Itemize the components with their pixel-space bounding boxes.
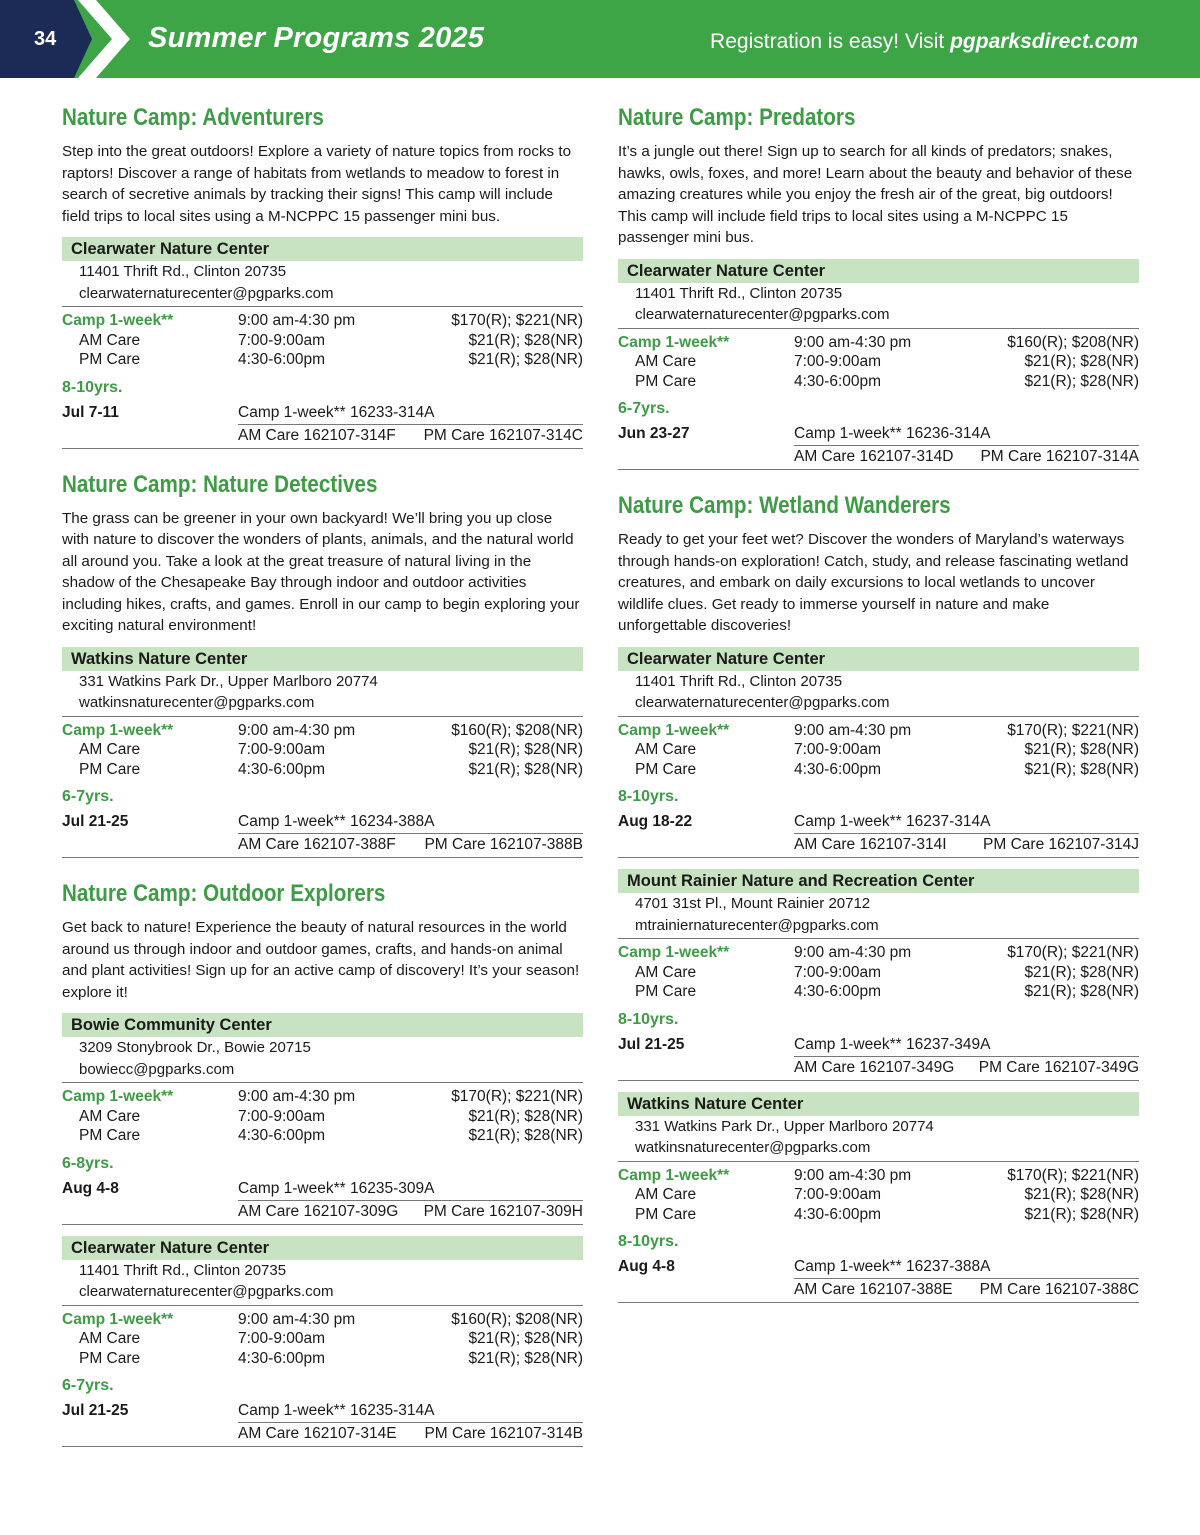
pm-care-row — [62, 350, 583, 370]
camp-label: Camp 1-week** — [62, 1310, 174, 1328]
pm-care-fee: $21(R); $28(NR) — [468, 760, 583, 778]
pm-care-fee: $21(R); $28(NR) — [468, 1127, 583, 1144]
camp-row — [618, 1166, 1139, 1186]
camp-row — [62, 1087, 583, 1107]
location-name: Clearwater Nature Center — [62, 1236, 583, 1260]
am-care-fee: $21(R); $28(NR) — [1024, 353, 1139, 370]
pm-care-time: 4:30-6:00pm — [238, 1349, 326, 1367]
camp-fee: $160(R); $208(NR) — [451, 721, 583, 739]
session-date: Aug 4-8 — [62, 1179, 119, 1197]
location-block — [618, 1092, 1139, 1304]
pm-care-fee: $21(R); $28(NR) — [1024, 760, 1139, 778]
age-range: 6-8yrs. — [62, 1154, 114, 1172]
location-name: Clearwater Nature Center — [618, 259, 1139, 283]
camp-course-code: Camp 1-week** 16235-309A — [238, 1179, 435, 1197]
program-description: Get back to nature! Experience the beauty of natural resources in the world around us through indoor and outdoor games, crafts, and hands-on animal and plant activities! Sign up for an active camp of discovery! It’s your season! explore it! — [62, 919, 580, 1001]
location-name: Clearwater Nature Center — [62, 237, 583, 261]
program-title: Nature Camp: Nature Detectives — [62, 470, 378, 498]
divider — [618, 857, 1139, 858]
program-section — [62, 469, 583, 859]
location-block — [62, 1013, 583, 1225]
age-range: 6-7yrs. — [618, 400, 670, 417]
program-description: Ready to get your feet wet? Discover the wonders of Maryland’s waterways through hands-on exploration! Catch, study, and release fascinating wetland creatures, and embark on daily excursions to local wetlands to uncover wildlife clues. Get ready to immerse yourself in nature and make unforgettable discoveries! — [618, 531, 1129, 634]
location-email[interactable]: mtrainiernaturecenter@pgparks.com — [635, 916, 879, 934]
am-care-code: AM Care 162107-309G — [238, 1202, 399, 1220]
program-title: Nature Camp: Predators — [618, 104, 856, 131]
care-codes-row — [794, 1278, 1139, 1301]
pm-care-code: PM Care 162107-349G — [978, 1058, 1139, 1076]
divider — [618, 328, 1139, 329]
schedule-row — [62, 811, 583, 833]
location-block — [618, 259, 1139, 471]
location-email[interactable]: clearwaternaturecenter@pgparks.com — [635, 306, 890, 323]
am-care-time: 7:00-9:00am — [238, 741, 326, 758]
am-care-row — [618, 963, 1139, 983]
location-name: Mount Rainier Nature and Recreation Center — [618, 869, 1139, 893]
pm-care-label: PM Care — [79, 1349, 141, 1367]
camp-course-code: Camp 1-week** 16234-388A — [238, 813, 435, 830]
program-title: Nature Camp: Wetland Wanderers — [618, 492, 951, 519]
divider — [618, 716, 1139, 717]
page-title: Summer Programs 2025 — [148, 22, 485, 54]
age-range: 8-10yrs. — [618, 1233, 679, 1250]
session-date: Aug 4-8 — [618, 1258, 675, 1275]
pm-care-row — [62, 760, 583, 780]
pm-care-fee: $21(R); $28(NR) — [468, 1349, 583, 1367]
camp-row — [62, 721, 583, 741]
divider — [618, 1161, 1139, 1162]
camp-fee: $170(R); $221(NR) — [451, 312, 583, 329]
am-care-row — [62, 740, 583, 760]
camp-label: Camp 1-week** — [618, 721, 730, 739]
care-codes-row — [794, 1056, 1139, 1079]
camp-row — [618, 333, 1139, 353]
page-number: 34 — [34, 28, 57, 50]
pm-care-code: PM Care 162107-388C — [979, 1281, 1139, 1298]
divider — [62, 1446, 583, 1447]
am-care-code: AM Care 162107-314I — [794, 836, 947, 853]
camp-label: Camp 1-week** — [62, 1088, 174, 1105]
am-care-fee: $21(R); $28(NR) — [468, 1107, 583, 1125]
care-codes-row — [794, 445, 1139, 468]
program-title: Nature Camp: Outdoor Explorers — [62, 880, 386, 907]
program-description: It’s a jungle out there! Sign up to search for all kinds of predators; snakes, hawks, owls, foxes, and more! Learn about the beauty and behavior of these amazing creatures while you enjoy the fresh air of the great, big outdoors! This camp will include field trips to local sites using a M-NCPPC 15 passenger mini bus. — [618, 143, 1133, 246]
pm-care-time: 4:30-6:00pm — [794, 760, 882, 778]
location-block — [62, 237, 583, 449]
session-date: Jul 21-25 — [62, 1402, 129, 1419]
pm-care-fee: $21(R); $28(NR) — [1024, 372, 1139, 390]
pm-care-code: PM Care 162107-309H — [423, 1202, 583, 1220]
pm-care-label: PM Care — [635, 983, 697, 1000]
location-name: Watkins Nature Center — [618, 1092, 1139, 1116]
divider — [62, 1224, 583, 1225]
age-range: 8-10yrs. — [618, 1010, 679, 1028]
location-address: 11401 Thrift Rd., Clinton 20735 — [79, 263, 287, 280]
location-address: 11401 Thrift Rd., Clinton 20735 — [635, 284, 843, 302]
schedule-row — [618, 1256, 1139, 1278]
divider — [62, 857, 583, 858]
camp-course-code: Camp 1-week** 16237-388A — [794, 1258, 991, 1275]
am-care-row — [62, 331, 583, 351]
am-care-label: AM Care — [79, 1107, 141, 1125]
schedule-row — [618, 1034, 1139, 1056]
pm-care-time: 4:30-6:00pm — [794, 1205, 882, 1223]
pm-care-label: PM Care — [635, 760, 697, 778]
divider — [62, 716, 583, 717]
am-care-fee: $21(R); $28(NR) — [468, 331, 583, 349]
program-section — [62, 878, 583, 1447]
location-address: 4701 31st Pl., Mount Rainier 20712 — [635, 895, 871, 912]
pm-care-time: 4:30-6:00pm — [238, 351, 326, 368]
am-care-label: AM Care — [635, 353, 697, 370]
am-care-label: AM Care — [635, 741, 697, 758]
location-block — [62, 1236, 583, 1448]
am-care-row — [618, 1185, 1139, 1205]
registration-link[interactable]: pgparksdirect.com — [950, 30, 1138, 53]
pm-care-label: PM Care — [79, 1127, 141, 1144]
camp-course-code: Camp 1-week** 16237-314A — [794, 813, 991, 830]
camp-time: 9:00 am-4:30 pm — [794, 1166, 912, 1184]
divider — [618, 938, 1139, 939]
age-range: 6-7yrs. — [62, 788, 114, 805]
schedule-row — [62, 1400, 583, 1422]
pm-care-row — [618, 982, 1139, 1002]
am-care-time: 7:00-9:00am — [794, 963, 882, 981]
program-section — [62, 102, 583, 449]
camp-course-code: Camp 1-week** 16237-349A — [794, 1035, 991, 1053]
pm-care-code: PM Care 162107-388B — [424, 836, 583, 853]
location-email[interactable]: watkinsnaturecenter@pgparks.com — [79, 694, 315, 711]
pm-care-code: PM Care 162107-314J — [983, 836, 1139, 853]
care-codes-row — [238, 1200, 583, 1223]
pm-care-code: PM Care 162107-314C — [423, 426, 583, 444]
am-care-code: AM Care 162107-314E — [238, 1425, 397, 1442]
camp-fee: $170(R); $221(NR) — [1007, 1166, 1139, 1184]
session-date: Jul 7-11 — [62, 403, 119, 421]
camp-row — [618, 943, 1139, 963]
location-name: Clearwater Nature Center — [618, 647, 1139, 671]
session-date: Jul 21-25 — [62, 813, 129, 830]
am-care-time: 7:00-9:00am — [794, 741, 882, 758]
pm-care-time: 4:30-6:00pm — [238, 1127, 326, 1144]
camp-time: 9:00 am-4:30 pm — [238, 312, 356, 329]
am-care-row — [62, 1107, 583, 1127]
location-email[interactable]: bowiecc@pgparks.com — [79, 1060, 235, 1078]
location-email[interactable]: clearwaternaturecenter@pgparks.com — [635, 694, 890, 711]
divider — [62, 1305, 583, 1306]
camp-time: 9:00 am-4:30 pm — [238, 1310, 356, 1328]
camp-row — [618, 721, 1139, 741]
camp-time: 9:00 am-4:30 pm — [238, 1088, 356, 1105]
am-care-time: 7:00-9:00am — [238, 1330, 326, 1347]
am-care-time: 7:00-9:00am — [794, 1186, 882, 1203]
camp-fee: $160(R); $208(NR) — [1007, 333, 1139, 351]
pm-care-label: PM Care — [79, 351, 141, 368]
camp-fee: $170(R); $221(NR) — [1007, 721, 1139, 739]
divider — [62, 448, 583, 449]
divider — [62, 1082, 583, 1083]
pm-care-label: PM Care — [635, 372, 697, 390]
am-care-fee: $21(R); $28(NR) — [1024, 963, 1139, 981]
program-description: The grass can be greener in your own backyard! We’ll bring you up close with nature to discover the wonders of plants, animals, and the natural world all around you. Take a look at the great treasure of natural living in the shadow of the Chesapeake Bay through indoor and outdoor activities including hikes, crafts, and games. Enroll in our camp to begin exploring your exciting natural environment! — [62, 509, 580, 634]
location-address: 331 Watkins Park Dr., Upper Marlboro 20774 — [635, 1117, 934, 1135]
location-email[interactable]: clearwaternaturecenter@pgparks.com — [79, 1283, 334, 1300]
am-care-time: 7:00-9:00am — [794, 353, 882, 370]
location-name: Bowie Community Center — [62, 1013, 583, 1037]
location-address: 11401 Thrift Rd., Clinton 20735 — [635, 672, 843, 690]
pm-care-fee: $21(R); $28(NR) — [1024, 1205, 1139, 1223]
schedule-row — [62, 1178, 583, 1200]
pm-care-fee: $21(R); $28(NR) — [1024, 983, 1139, 1000]
pm-care-row — [62, 1349, 583, 1369]
location-address: 3209 Stonybrook Dr., Bowie 20715 — [79, 1039, 311, 1056]
session-date: Jun 23-27 — [618, 425, 690, 442]
location-address: 331 Watkins Park Dr., Upper Marlboro 20774 — [79, 672, 378, 690]
program-section — [618, 490, 1139, 1303]
divider — [618, 469, 1139, 470]
am-care-code: AM Care 162107-314D — [794, 448, 954, 465]
left-column — [62, 102, 583, 1467]
camp-time: 9:00 am-4:30 pm — [794, 721, 912, 739]
pm-care-fee: $21(R); $28(NR) — [468, 351, 583, 368]
am-care-fee: $21(R); $28(NR) — [1024, 741, 1139, 758]
age-range: 8-10yrs. — [62, 378, 123, 396]
right-column — [618, 102, 1139, 1323]
camp-time: 9:00 am-4:30 pm — [794, 944, 912, 961]
location-address: 11401 Thrift Rd., Clinton 20735 — [79, 1261, 287, 1279]
age-range: 6-7yrs. — [62, 1377, 114, 1394]
am-care-code: AM Care 162107-314F — [238, 426, 396, 444]
camp-row — [62, 1310, 583, 1330]
camp-label: Camp 1-week** — [618, 944, 730, 961]
age-range: 8-10yrs. — [618, 788, 679, 805]
pm-care-label: PM Care — [635, 1205, 697, 1223]
camp-label: Camp 1-week** — [618, 333, 730, 351]
am-care-row — [62, 1329, 583, 1349]
pm-care-code: PM Care 162107-314A — [980, 448, 1139, 465]
schedule-row — [618, 811, 1139, 833]
program-section — [618, 102, 1139, 470]
camp-row — [62, 311, 583, 331]
location-block — [618, 647, 1139, 859]
pm-care-row — [62, 1126, 583, 1146]
am-care-row — [618, 740, 1139, 760]
pm-care-time: 4:30-6:00pm — [238, 760, 326, 778]
pm-care-time: 4:30-6:00pm — [794, 983, 882, 1000]
camp-fee: $170(R); $221(NR) — [1007, 944, 1139, 961]
location-block — [618, 869, 1139, 1081]
camp-fee: $160(R); $208(NR) — [451, 1310, 583, 1328]
am-care-row — [618, 352, 1139, 372]
am-care-label: AM Care — [79, 331, 141, 349]
pm-care-row — [618, 760, 1139, 780]
location-block — [62, 647, 583, 859]
am-care-label: AM Care — [635, 1186, 697, 1203]
am-care-time: 7:00-9:00am — [238, 331, 326, 349]
am-care-code: AM Care 162107-388E — [794, 1281, 953, 1298]
am-care-label: AM Care — [635, 963, 697, 981]
divider — [62, 306, 583, 307]
pm-care-label: PM Care — [79, 760, 141, 778]
am-care-fee: $21(R); $28(NR) — [468, 741, 583, 758]
divider — [618, 1302, 1139, 1303]
registration-text: Registration is easy! Visit — [710, 30, 951, 53]
schedule-row — [618, 423, 1139, 445]
pm-care-code: PM Care 162107-314B — [424, 1425, 583, 1442]
camp-course-code: Camp 1-week** 16233-314A — [238, 403, 435, 421]
camp-label: Camp 1-week** — [62, 312, 174, 329]
schedule-row — [62, 402, 583, 424]
session-date: Jul 21-25 — [618, 1035, 685, 1053]
pm-care-row — [618, 1205, 1139, 1225]
camp-label: Camp 1-week** — [618, 1166, 730, 1184]
care-codes-row — [794, 833, 1139, 856]
am-care-code: AM Care 162107-388F — [238, 836, 396, 853]
am-care-code: AM Care 162107-349G — [794, 1058, 955, 1076]
care-codes-row — [238, 424, 583, 447]
am-care-label: AM Care — [79, 741, 141, 758]
am-care-fee: $21(R); $28(NR) — [1024, 1186, 1139, 1203]
camp-fee: $170(R); $221(NR) — [451, 1088, 583, 1105]
program-title: Nature Camp: Adventurers — [62, 104, 324, 131]
camp-time: 9:00 am-4:30 pm — [794, 333, 912, 351]
camp-time: 9:00 am-4:30 pm — [238, 721, 356, 739]
divider — [618, 1080, 1139, 1081]
location-email[interactable]: watkinsnaturecenter@pgparks.com — [635, 1139, 871, 1156]
camp-course-code: Camp 1-week** 16236-314A — [794, 425, 991, 442]
care-codes-row — [238, 1422, 583, 1445]
am-care-label: AM Care — [79, 1330, 141, 1347]
session-date: Aug 18-22 — [618, 813, 693, 830]
am-care-fee: $21(R); $28(NR) — [468, 1330, 583, 1347]
care-codes-row — [238, 833, 583, 856]
am-care-time: 7:00-9:00am — [238, 1107, 326, 1125]
location-email[interactable]: clearwaternaturecenter@pgparks.com — [79, 284, 334, 302]
pm-care-row — [618, 372, 1139, 392]
location-name: Watkins Nature Center — [62, 647, 583, 671]
pm-care-time: 4:30-6:00pm — [794, 372, 882, 390]
program-description: Step into the great outdoors! Explore a variety of nature topics from rocks to raptors! Discover a range of habitats from wetlands to meadow to forest in search of secretive animals by tracking their signs! This camp will include field trips to local sites using a M-NCPPC 15 passenger mini bus. — [62, 143, 572, 225]
camp-label: Camp 1-week** — [62, 721, 174, 739]
registration-note — [710, 30, 1138, 54]
camp-course-code: Camp 1-week** 16235-314A — [238, 1402, 435, 1419]
